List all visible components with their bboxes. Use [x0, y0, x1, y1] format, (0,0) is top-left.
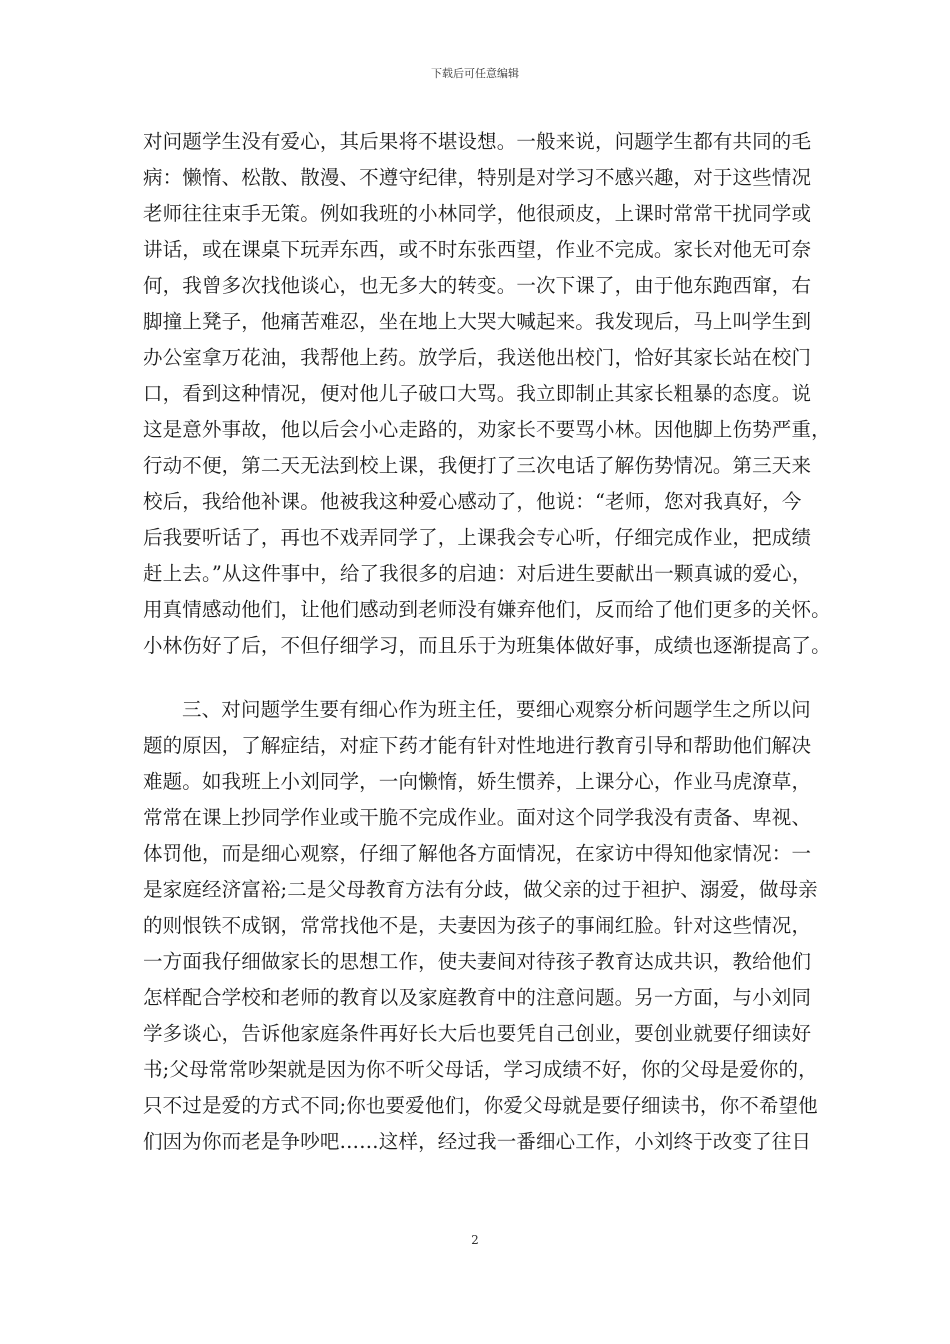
paragraph-1 — [143, 124, 831, 664]
text-line: 后我要听话了，再也不戏弄同学了，上课我会专心听，仔细完成作业，把成绩 — [143, 526, 812, 549]
paragraph-spacer — [143, 664, 819, 692]
text-line: 小林伤好了后，不但仔细学习，而且乐于为班集体做好事，成绩也逐渐提高了。 — [143, 634, 831, 657]
text-line: 只不过是爱的方式不同;你也要爱他们，你爱父母就是要仔细读书，你不希望他 — [143, 1094, 818, 1117]
text-line: 行动不便，第二天无法到校上课，我便打了三次电话了解伤势情况。第三天来 — [143, 454, 812, 477]
text-line: 赶上去。”从这件事中，给了我很多的启迪：对后进生要献出一颗真诚的爱心， — [143, 562, 812, 585]
paragraph-2 — [143, 692, 819, 1160]
document-body — [143, 124, 831, 1160]
text-line: 体罚他，而是细心观察，仔细了解他各方面情况，在家访中得知他家情况：一 — [143, 842, 812, 865]
text-line: 何，我曾多次找他谈心，也无多大的转变。一次下课了，由于他东跑西窜，右 — [143, 274, 812, 297]
text-line: 脚撞上凳子，他痛苦难忍，坐在地上大哭大喊起来。我发现后，马上叫学生到 — [143, 310, 812, 333]
text-line: 怎样配合学校和老师的教育以及家庭教育中的注意问题。另一方面，与小刘同 — [143, 986, 812, 1009]
text-line: 学多谈心，告诉他家庭条件再好长大后也要凭自己创业，要创业就要仔细读好 — [143, 1022, 812, 1045]
text-line: 题的原因，了解症结，对症下药才能有针对性地进行教育引导和帮助他们解决 — [143, 734, 812, 757]
text-line: 用真情感动他们，让他们感动到老师没有嫌弃他们，反而给了他们更多的关怀。 — [143, 598, 831, 621]
page-number: 2 — [471, 1233, 479, 1247]
text-line: 一方面我仔细做家长的思想工作，使夫妻间对待孩子教育达成共识，教给他们 — [143, 950, 812, 973]
text-line: 书;父母常常吵架就是因为你不听父母话，学习成绩不好，你的父母是爱你的， — [143, 1058, 818, 1081]
text-line: 校后，我给他补课。他被我这种爱心感动了，他说：“老师，您对我真好，今 — [143, 490, 802, 513]
text-line: 讲话，或在课桌下玩弄东西，或不时东张西望，作业不完成。家长对他无可奈 — [143, 238, 812, 261]
text-line: 老师往往束手无策。例如我班的小林同学，他很顽皮，上课时常常干扰同学或 — [143, 202, 812, 225]
text-line: 病：懒惰、松散、散漫、不遵守纪律，特别是对学习不感兴趣，对于这些情况 — [143, 166, 812, 189]
text-line: 这是意外事故，他以后会小心走路的，劝家长不要骂小林。因他脚上伤势严重， — [143, 418, 831, 441]
page-header: 下载后可任意编辑 — [431, 67, 519, 80]
text-line: 们因为你而老是争吵吧……这样，经过我一番细心工作，小刘终于改变了往日 — [143, 1130, 812, 1153]
text-line: 三、对问题学生要有细心作为班主任，要细心观察分析问题学生之所以问 — [182, 698, 811, 721]
text-line: 是家庭经济富裕;二是父母教育方法有分歧，做父亲的过于袒护、溺爱，做母亲 — [143, 878, 818, 901]
text-line: 难题。如我班上小刘同学，一向懒惰，娇生惯养，上课分心，作业马虎潦草， — [143, 770, 812, 793]
text-line: 的则恨铁不成钢，常常找他不是，夫妻因为孩子的事闹红脸。针对这些情况， — [143, 914, 812, 937]
text-line: 常常在课上抄同学作业或干脆不完成作业。面对这个同学我没有责备、卑视、 — [143, 806, 812, 829]
text-line: 口，看到这种情况，便对他儿子破口大骂。我立即制止其家长粗暴的态度。说 — [143, 382, 812, 405]
text-line: 对问题学生没有爱心，其后果将不堪设想。一般来说，问题学生都有共同的毛 — [143, 130, 812, 153]
text-line: 办公室拿万花油，我帮他上药。放学后，我送他出校门，恰好其家长站在校门 — [143, 346, 812, 369]
